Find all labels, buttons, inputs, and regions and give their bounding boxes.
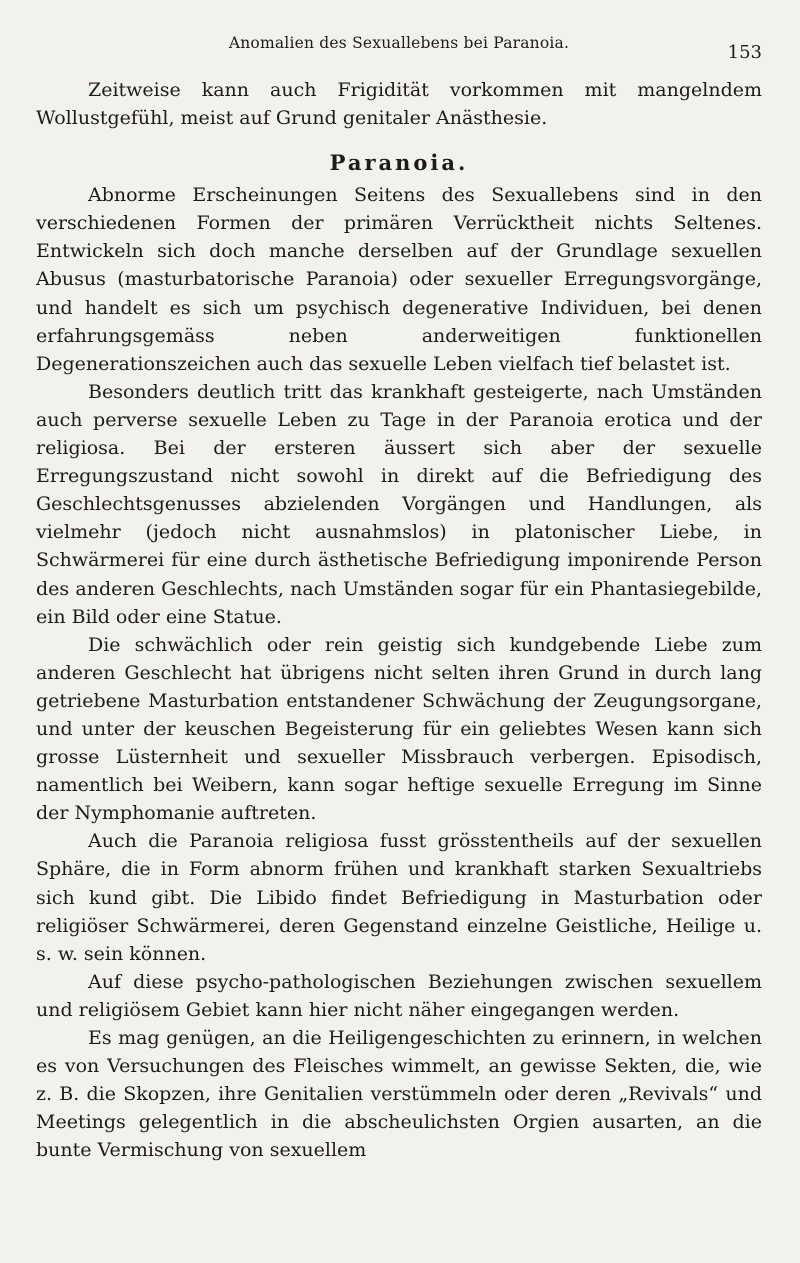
page-number: 153 [727, 42, 762, 63]
body-paragraph: Die schwächlich oder rein geistig sich kundgebende Liebe zum anderen Geschlecht hat übrigens nicht selten ihren Grund in durch lang getriebene Masturbation entstandener Schwächung der Zeugungsorgane, und unter der keuschen Begeisterung für ein geliebtes Wesen kann sich grosse Lüsternheit und sexueller Missbrauch verbergen. Episodisch, namentlich bei Weibern, kann sogar heftige sexuelle Erregung im Sinne der Nymphomanie auftreten. [36, 633, 762, 825]
intro-paragraph: Zeitweise kann auch Frigidität vorkommen mit mangelndem Wollustgefühl, meist auf Grund genitaler Anästhesie. [36, 79, 762, 130]
running-title: Anomalien des Sexuallebens bei Paranoia. [228, 34, 570, 52]
body-paragraph: Besonders deutlich tritt das krankhaft gesteigerte, nach Umständen auch perverse sexuelle Leben zu Tage in der Paranoia erotica und der religiosa. Bei der ersteren äussert sich aber der sexuelle Erregungszustand nicht sowohl in direkt auf die Befriedigung des Geschlechtsgenusses abzielenden Vorgängen und Handlungen, als vielmehr (jedoch nicht ausnahmslos) in platonischer Liebe, in Schwärmerei für eine durch ästhetische Befriedigung imponirende Person des anderen Geschlechts, nach Umständen sogar für ein Phantasiegebilde, ein Bild oder eine Statue. [36, 380, 762, 628]
section-heading: Paranoia. [329, 150, 469, 176]
body-paragraph: Auf diese psycho-pathologischen Beziehungen zwischen sexuellem und religiösem Gebiet kann hier nicht näher eingegangen werden. [36, 970, 762, 1021]
body-paragraph: Auch die Paranoia religiosa fusst grösstentheils auf der sexuellen Sphäre, die in Form abnorm frühen und krankhaft starken Sexualtriebs sich kund gibt. Die Libido findet Befriedigung in Masturbation oder religiöser Schwärmerei, deren Gegenstand einzelne Geistliche, Heilige u. s. w. sein können. [36, 830, 762, 965]
body-paragraph: Abnorme Erscheinungen Seitens des Sexuallebens sind in den verschiedenen Formen der primären Verrücktheit nichts Seltenes. Entwickeln sich doch manche derselben auf der Grundlage sexuellen Abusus (masturbatorische Paranoia) oder sexueller Erregungsvorgänge, und handelt es sich um psychisch degenerative Individuen, bei denen erfahrungsgemäss neben anderweitigen funktionellen Degenerationszeichen auch das sexuelle Leben vielfach tief belastet ist. [36, 184, 762, 375]
body-paragraph: Es mag genügen, an die Heiligengeschichten zu erinnern, in welchen es von Versuchungen des Fleisches wimmelt, an gewisse Sekten, die, wie z. B. die Skopzen, ihre Genitalien verstümmeln oder deren „Revivals“ und Meetings gelegentlich in die abscheulichsten Orgien ausarten, an die bunte Vermischung von sexuellem [36, 1027, 762, 1162]
page-body [36, 76, 762, 1164]
running-head [36, 34, 762, 64]
